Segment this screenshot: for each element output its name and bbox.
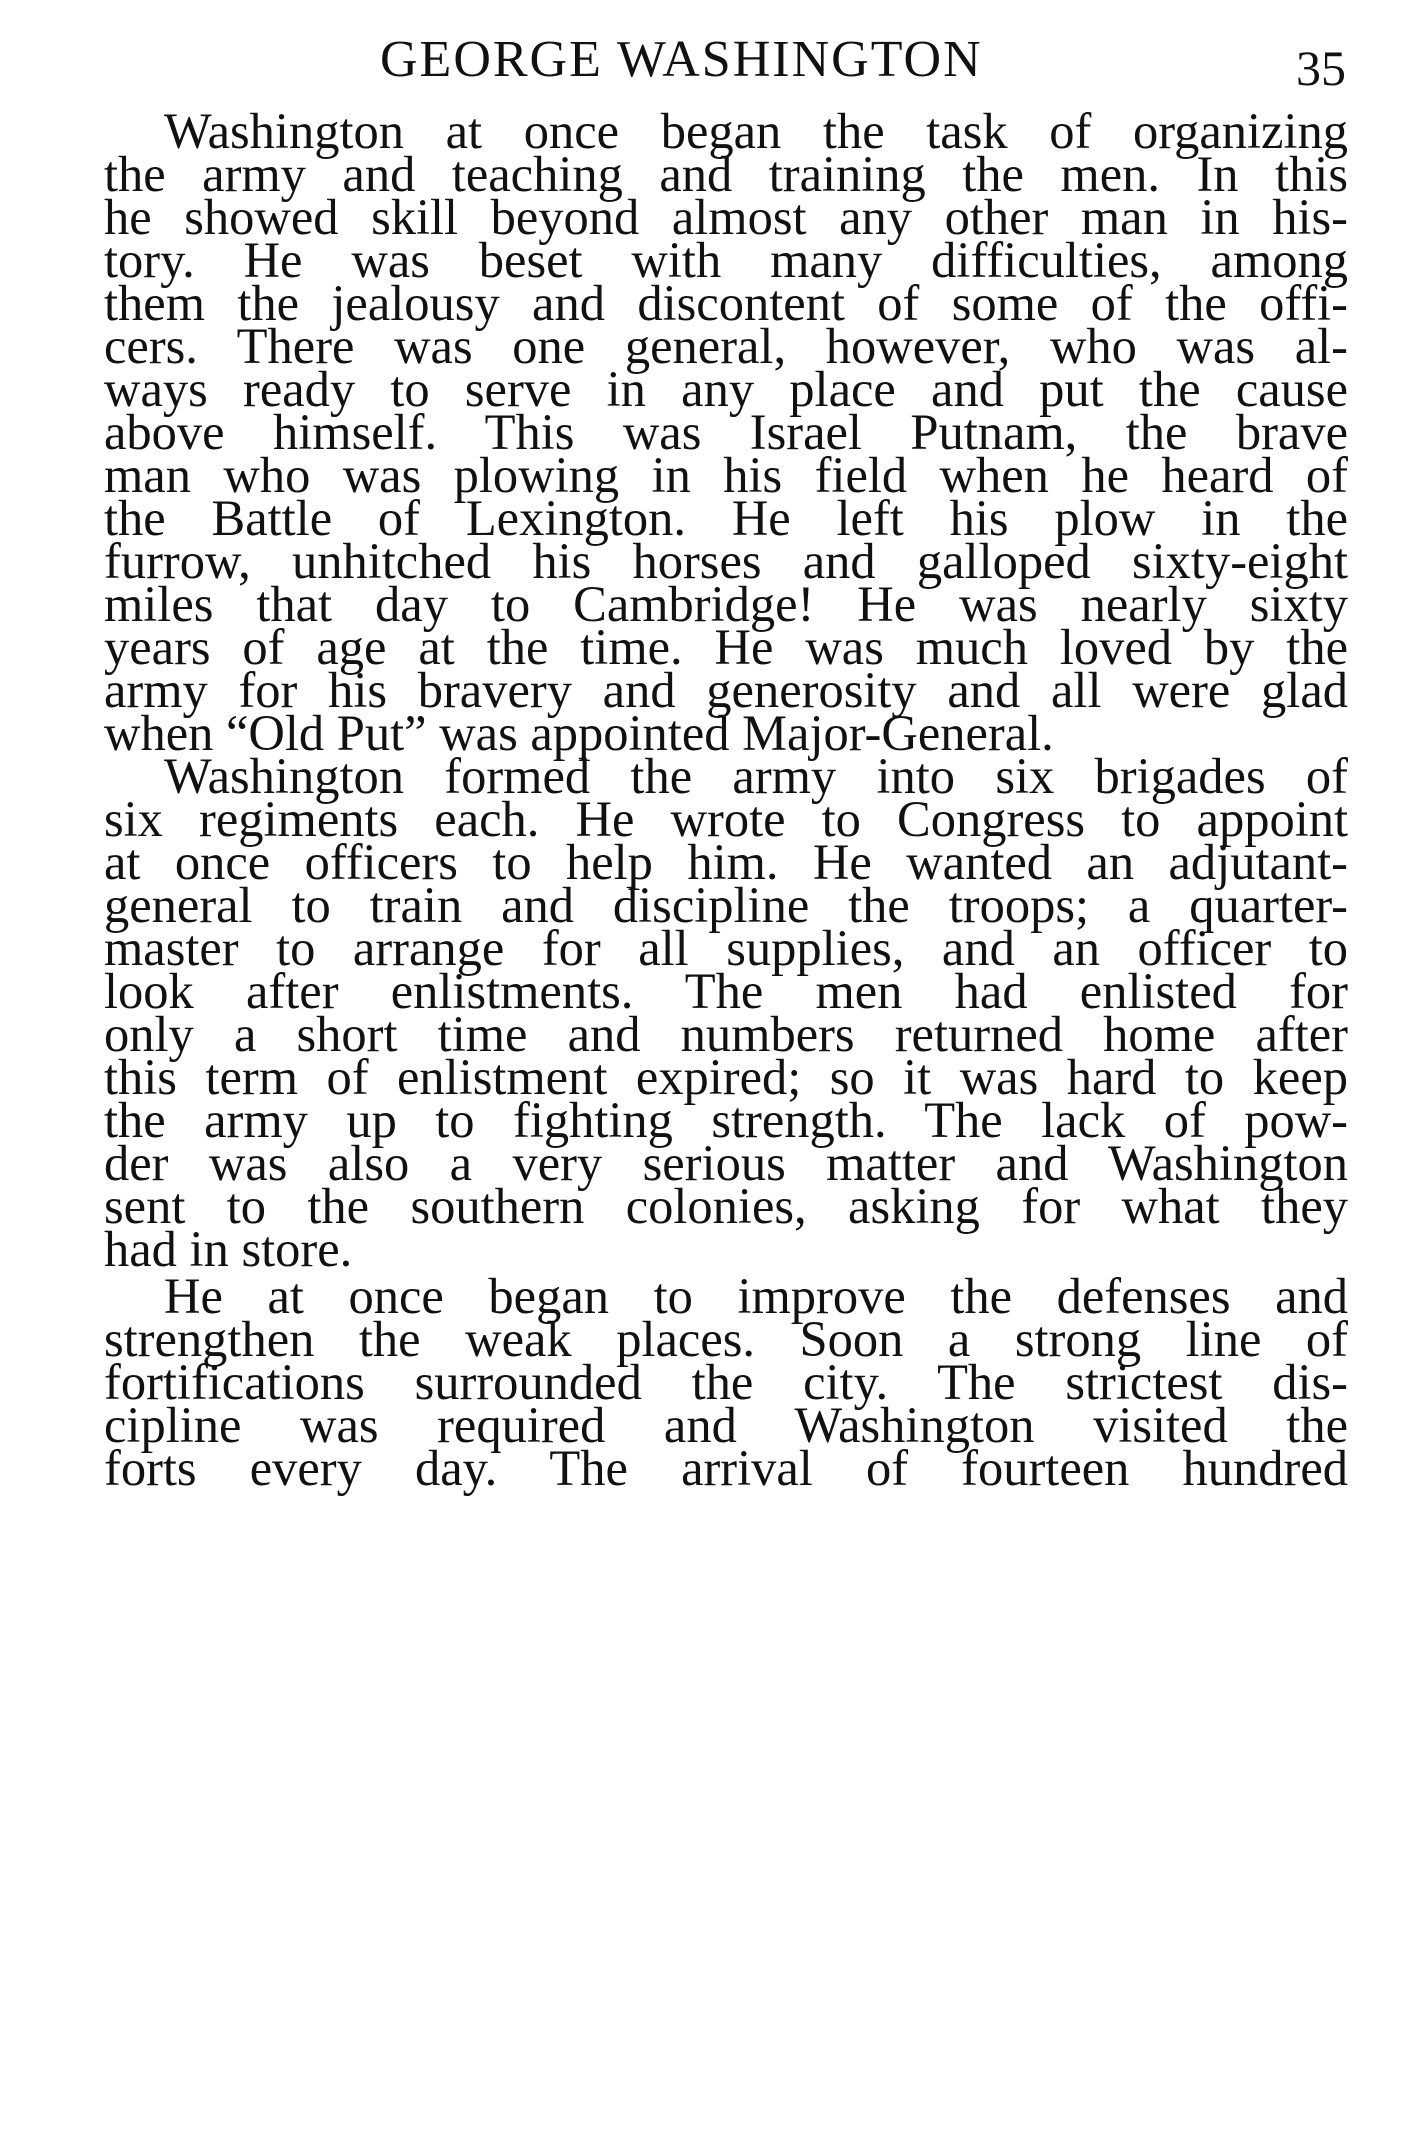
text-line: the Battle of Lexington. He left his plow in the [104,490,1348,546]
text-line: the army up to fighting strength. The lack of pow- [104,1092,1348,1148]
text-line: cers. There was one general, however, who was al- [104,318,1348,374]
text-line: Washington at once began the task of organizing [164,103,1348,159]
text-line: sent to the southern colonies, asking for what they [104,1178,1348,1234]
text-line: army for his bravery and generosity and all were glad [104,662,1348,718]
text-line: them the jealousy and discontent of some of the offi- [104,275,1348,331]
text-line: forts every day. The arrival of fourteen hundred [104,1440,1348,1496]
text-line: furrow, unhitched his horses and galloped sixty-eight [104,533,1348,589]
text-line: fortifications surrounded the city. The strictest dis- [104,1354,1348,1410]
text-line: above himself. This was Israel Putnam, the brave [104,404,1348,460]
text-line: cipline was required and Washington visited the [104,1397,1348,1453]
text-line: this term of enlistment expired; so it was hard to keep [104,1049,1348,1105]
text-line: tory. He was beset with many difficulties, among [104,232,1348,288]
running-title: GEORGE WASHINGTON [380,31,983,88]
text-line: der was also a very serious matter and Washington [104,1135,1348,1191]
text-line: when “Old Put” was appointed Major-General. [104,705,1054,761]
text-line: the army and teaching and training the men. In this [104,146,1348,202]
text-line: He at once began to improve the defenses and [164,1268,1348,1324]
text-line: had in store. [104,1221,353,1277]
text-line: strengthen the weak places. Soon a strong line of [104,1311,1348,1367]
text-line: years of age at the time. He was much loved by the [104,619,1348,675]
page-number: 35 [1296,40,1346,96]
text-line: six regiments each. He wrote to Congress to appoint [104,791,1348,847]
text-line: at once officers to help him. He wanted an adjutant- [104,834,1348,890]
text-line: ways ready to serve in any place and put the cause [104,361,1348,417]
text-line: only a short time and numbers returned home after [104,1006,1348,1062]
text-line: miles that day to Cambridge! He was nearly sixty [104,576,1348,632]
text-line: he showed skill beyond almost any other man in his- [104,189,1348,245]
text-line: Washington formed the army into six brigades of [164,748,1348,804]
text-line: look after enlistments. The men had enlisted for [104,963,1348,1019]
text-line: man who was plowing in his field when he heard of [104,447,1348,503]
text-line: general to train and discipline the troops; a quarter- [104,877,1348,933]
text-line: master to arrange for all supplies, and an officer to [104,920,1348,976]
